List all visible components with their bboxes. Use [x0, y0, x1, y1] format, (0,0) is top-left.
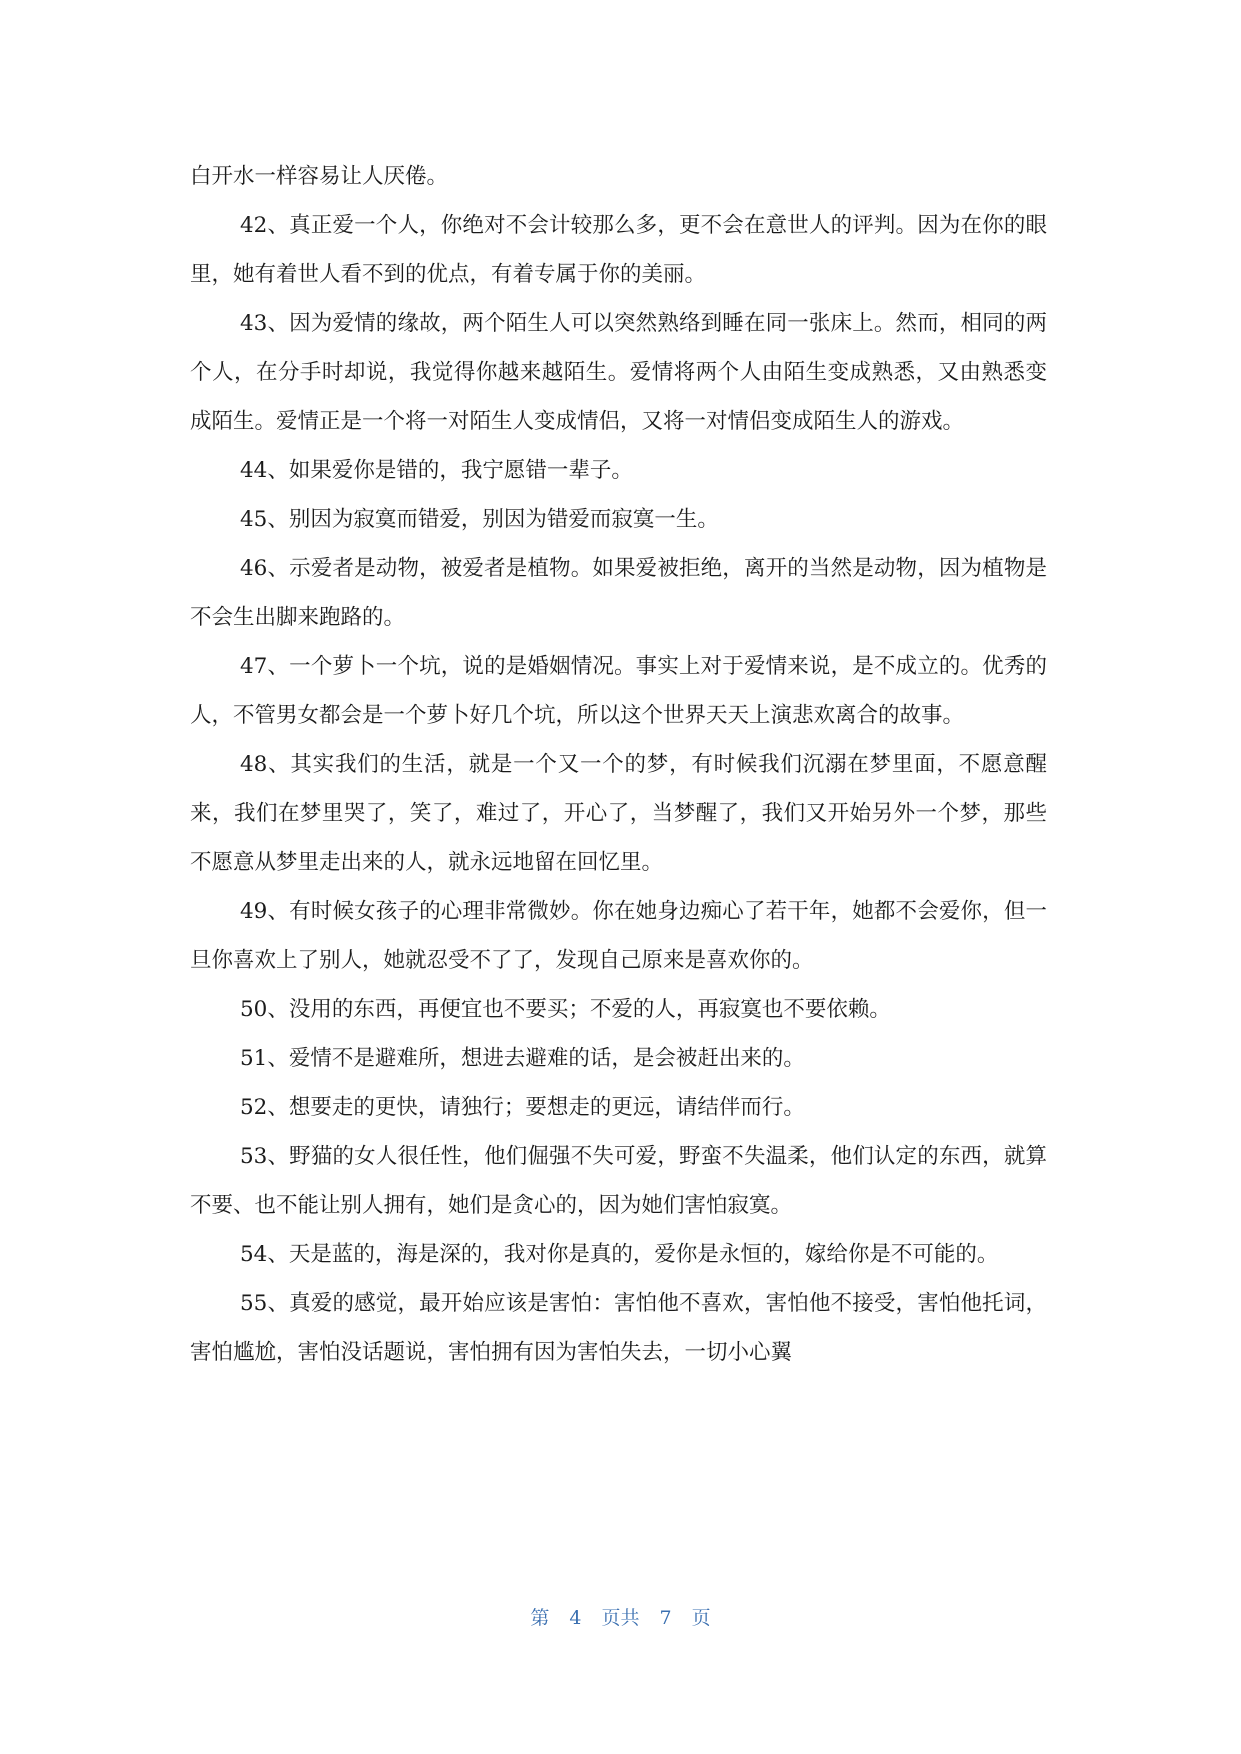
- paragraph-49: 49、有时候女孩子的心理非常微妙。你在她身边痴心了若干年，她都不会爱你，但一旦你喜欢上了别人，她就忍受不了了，发现自己原来是喜欢你的。: [190, 899, 1047, 973]
- paragraph-45: 45、别因为寂寞而错爱，别因为错爱而寂寞一生。: [240, 507, 719, 532]
- footer-prefix: 第: [530, 1607, 550, 1629]
- paragraph-46: 46、示爱者是动物，被爱者是植物。如果爱被拒绝，离开的当然是动物，因为植物是不会生出脚来跑路的。: [190, 556, 1047, 630]
- paragraph-54: 54、天是蓝的，海是深的，我对你是真的，爱你是永恒的，嫁给你是不可能的。: [240, 1242, 999, 1267]
- paragraph-55: 55、真爱的感觉，最开始应该是害怕：害怕他不喜欢，害怕他不接受，害怕他托词，害怕尴尬，害怕没话题说，害怕拥有因为害怕失去，一切小心翼: [190, 1291, 1047, 1365]
- paragraph-48: 48、其实我们的生活，就是一个又一个的梦，有时候我们沉溺在梦里面，不愿意醒来，我们在梦里哭了，笑了，难过了，开心了，当梦醒了，我们又开始另外一个梦，那些不愿意从梦里走出来的人，就永远地留在回忆里。: [190, 752, 1047, 875]
- footer-total-pages: 7: [659, 1607, 672, 1629]
- paragraph-44: 44、如果爱你是错的，我宁愿错一辈子。: [240, 458, 633, 483]
- paragraph-51: 51、爱情不是避难所，想进去避难的话，是会被赶出来的。: [240, 1046, 805, 1071]
- paragraph-50: 50、没用的东西，再便宜也不要买；不爱的人，再寂寞也不要依赖。: [240, 997, 891, 1022]
- paragraph-52: 52、想要走的更快，请独行；要想走的更远，请结伴而行。: [240, 1095, 805, 1120]
- page-number-footer: [0, 1603, 1241, 1630]
- document-body: [190, 152, 1047, 1377]
- paragraph-53: 53、野猫的女人很任性，他们倔强不失可爱，野蛮不失温柔，他们认定的东西，就算不要、也不能让别人拥有，她们是贪心的，因为她们害怕寂寞。: [190, 1144, 1047, 1218]
- footer-current-page: 4: [569, 1607, 582, 1629]
- paragraph-43: 43、因为爱情的缘故，两个陌生人可以突然熟络到睡在同一张床上。然而，相同的两个人，在分手时却说，我觉得你越来越陌生。爱情将两个人由陌生变成熟悉，又由熟悉变成陌生。爱情正是一个将一对陌生人变成情侣，又将一对情侣变成陌生人的游戏。: [190, 311, 1047, 434]
- footer-middle: 页共: [601, 1607, 640, 1629]
- paragraph-continuation: 白开水一样容易让人厌倦。: [190, 164, 449, 189]
- paragraph-42: 42、真正爱一个人，你绝对不会计较那么多，更不会在意世人的评判。因为在你的眼里，她有着世人看不到的优点，有着专属于你的美丽。: [190, 213, 1047, 287]
- footer-suffix: 页: [691, 1607, 711, 1629]
- paragraph-47: 47、一个萝卜一个坑，说的是婚姻情况。事实上对于爱情来说，是不成立的。优秀的人，不管男女都会是一个萝卜好几个坑，所以这个世界天天上演悲欢离合的故事。: [190, 654, 1047, 728]
